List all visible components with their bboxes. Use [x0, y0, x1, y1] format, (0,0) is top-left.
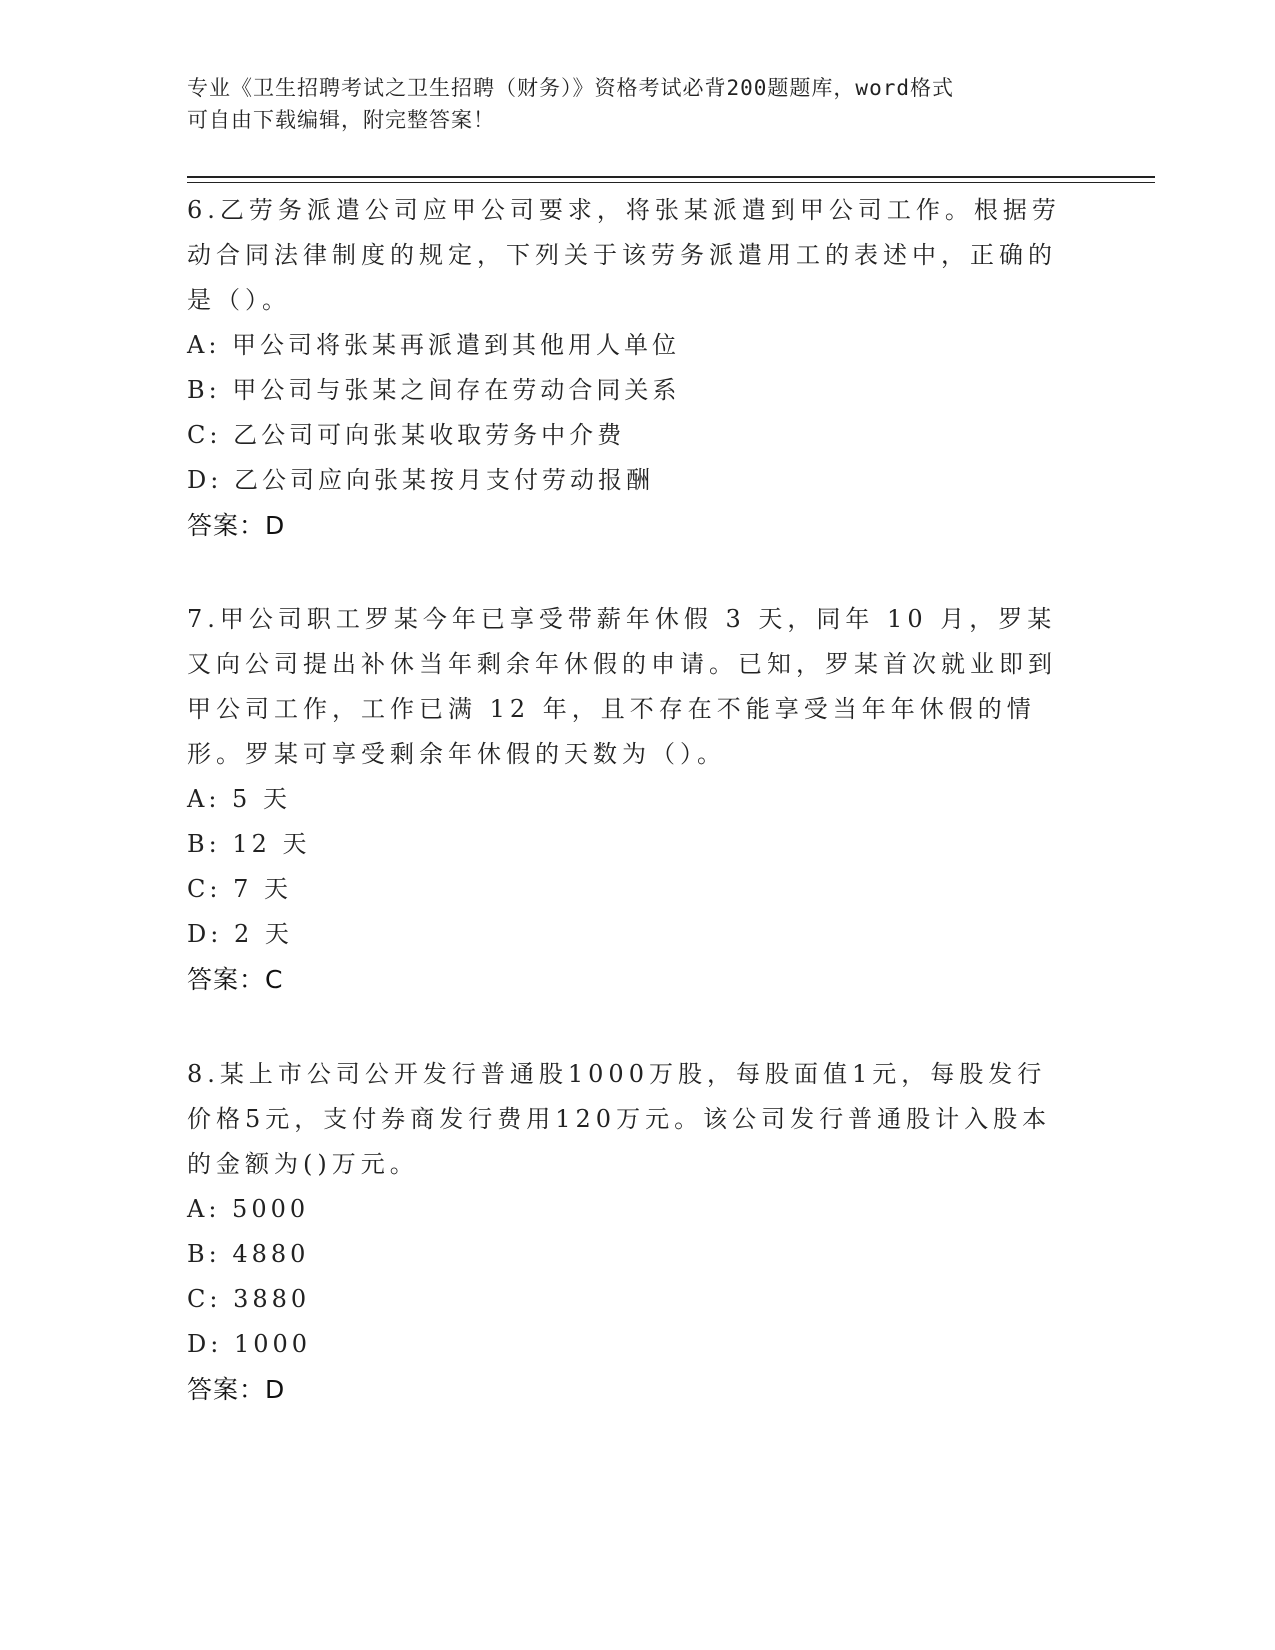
- question-text: 7.甲公司职工罗某今年已享受带薪年休假 3 天，同年 10 月，罗某又向公司提出补休当年剩余年休假的申请。已知，罗某首次就业即到甲公司工作，工作已满 12 年，且不存在不能享受当年年休假的情形。罗某可享受剩余年休假的天数为（）。: [187, 605, 1057, 768]
- header-rule-thick: [187, 176, 1155, 178]
- question-6: [187, 188, 1067, 549]
- option-d: D: 乙公司应向张某按月支付劳动报酬: [187, 466, 654, 494]
- header-rule-thin: [187, 182, 1155, 183]
- option-d: D: 2 天: [187, 920, 293, 948]
- answer-label: 答案：D: [187, 1375, 286, 1404]
- question-7: [187, 597, 1067, 1003]
- question-text: 6.乙劳务派遣公司应甲公司要求，将张某派遣到甲公司工作。根据劳动合同法律制度的规定，下列关于该劳务派遣用工的表述中，正确的是（）。: [187, 196, 1061, 314]
- option-d: D: 1000: [187, 1330, 312, 1358]
- option-c: C: 3880: [187, 1285, 311, 1313]
- option-b: B: 4880: [187, 1240, 310, 1268]
- option-b: B: 甲公司与张某之间存在劳动合同关系: [187, 376, 681, 404]
- option-b: B: 12 天: [187, 830, 311, 858]
- header-line-1: 专业《卫生招聘考试之卫生招聘（财务）》资格考试必背200题题库，word格式: [187, 76, 954, 100]
- answer-label: 答案：D: [187, 511, 286, 540]
- question-text: 8.某上市公司公开发行普通股1000万股，每股面值1元，每股发行价格5元，支付券商发行费用120万元。该公司发行普通股计入股本的金额为()万元。: [187, 1060, 1052, 1178]
- answer-label: 答案：C: [187, 965, 284, 994]
- document-header: [187, 72, 1067, 136]
- option-c: C: 乙公司可向张某收取劳务中介费: [187, 421, 626, 449]
- option-a: A: 5 天: [187, 785, 291, 813]
- option-a: A: 甲公司将张某再派遣到其他用人单位: [187, 331, 681, 359]
- option-c: C: 7 天: [187, 875, 292, 903]
- question-8: [187, 1052, 1067, 1413]
- option-a: A: 5000: [187, 1195, 310, 1223]
- header-line-2: 可自由下载编辑，附完整答案！: [187, 108, 495, 132]
